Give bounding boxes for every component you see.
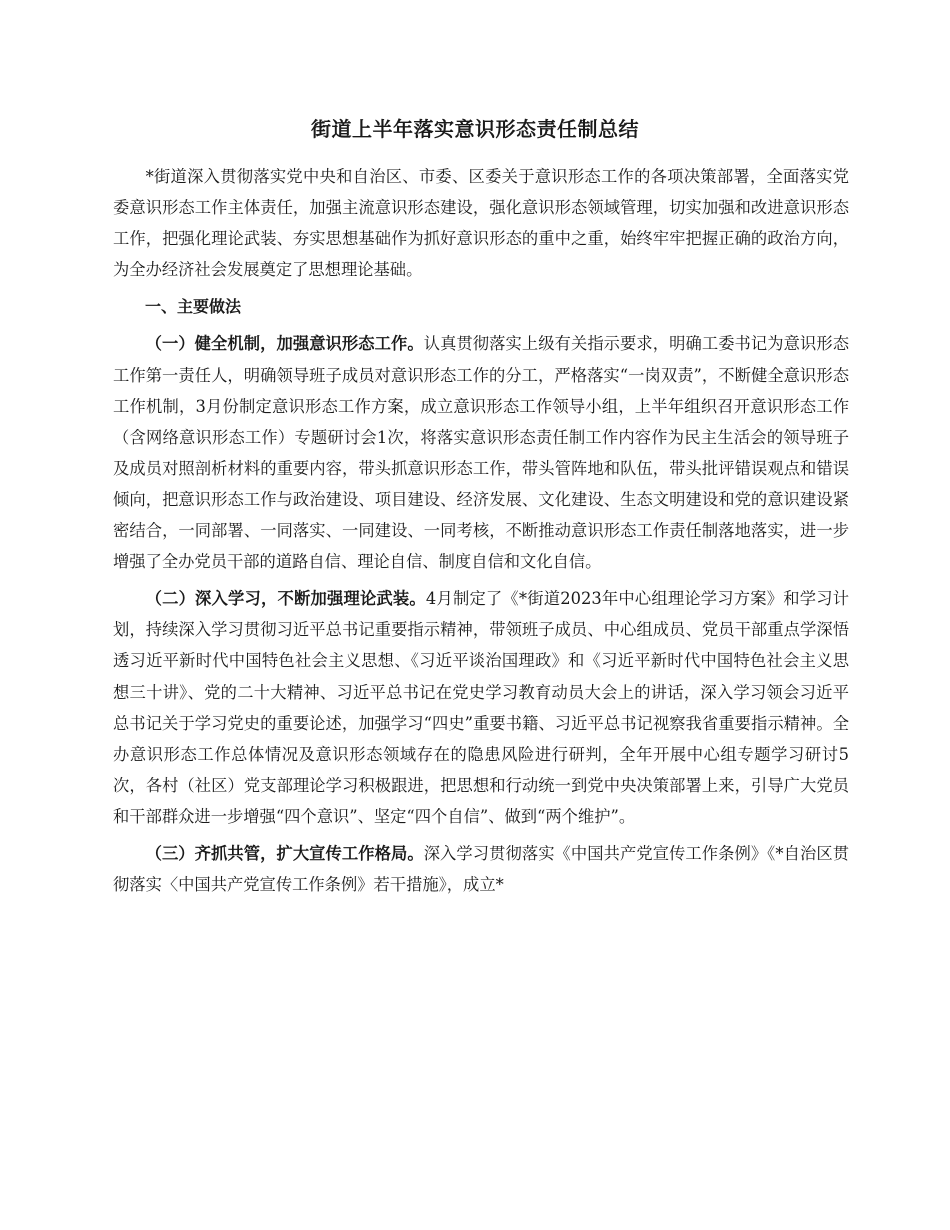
document-body <box>113 161 849 906</box>
item-paragraph-2 <box>113 583 849 832</box>
section-heading-main-practices: 一、主要做法 <box>145 297 242 317</box>
item-lead-1: （一）健全机制，加强意识形态工作。 <box>145 334 424 354</box>
item-text-2: 4月制定了《*街道2023年中心组理论学习方案》和学习计划，持续深入学习贯彻习近平总书记重要指示精神，带领班子成员、中心组成员、党员干部重点学深悟透习近平新时代中国特色社会主义思想、《习近平谈治国理政》和《习近平新时代中国特色社会主义思想三十讲》、党的二十大精神、习近平总书记在党史学习教育动员大会上的讲话，深入学习领会习近平总书记关于学习党史的重要论述，加强学习“四史”重要书籍、习近平总书记视察我省重要指示精神。全办意识形态工作总体情况及意识形态领域存在的隐患风险进行研判，全年开展中心组专题学习研讨5次，各村（社区）党支部理论学习积极跟进，把思想和行动统一到党中央决策部署上来，引导广大党员和干部群众进一步增强“四个意识”、坚定“四个自信”、做到“两个维护”。 <box>113 589 849 826</box>
item-text-1: 认真贯彻落实上级有关指示要求，明确工委书记为意识形态工作第一责任人，明确领导班子成员对意识形态工作的分工，严格落实“一岗双责”，不断健全意识形态工作机制，3月份制定意识形态工作方案，成立意识形态工作领导小组，上半年组织召开意识形态工作（含网络意识形态工作）专题研讨会1次，将落实意识形态责任制工作内容作为民主生活会的领导班子及成员对照剖析材料的重要内容，带头抓意识形态工作，带头管阵地和队伍，带头批评错误观点和错误倾向，把意识形态工作与政治建设、项目建设、经济发展、文化建设、生态文明建设和党的意识建设紧密结合，一同部署、一同落实、一同建设、一同考核，不断推动意识形态工作责任制落地落实，进一步增强了全办党员干部的道路自信、理论自信、制度自信和文化自信。 <box>113 334 849 572</box>
intro-paragraph: *街道深入贯彻落实党中央和自治区、市委、区委关于意识形态工作的各项决策部署，全面落实党委意识形态工作主体责任，加强主流意识形态建设，强化意识形态领域管理，切实加强和改进意识形态工作，把强化理论武装、夯实思想基础作为抓好意识形态的重中之重，始终牢牢把握正确的政治方向，为全办经济社会发展奠定了思想理论基础。 <box>113 167 849 280</box>
item-paragraph-3 <box>113 838 849 900</box>
item-text-3: 深入学习贯彻落实《中国共产党宣传工作条例》《*自治区贯彻落实〈中国共产党宣传工作条例》若干措施》，成立* <box>113 843 849 895</box>
document-title: 街道上半年落实意识形态责任制总结 <box>311 117 639 141</box>
item-lead-3: （三）齐抓共管，扩大宣传工作格局。 <box>145 843 424 863</box>
item-paragraph-1 <box>113 328 849 577</box>
item-lead-2: （二）深入学习，不断加强理论武装。 <box>145 589 426 609</box>
